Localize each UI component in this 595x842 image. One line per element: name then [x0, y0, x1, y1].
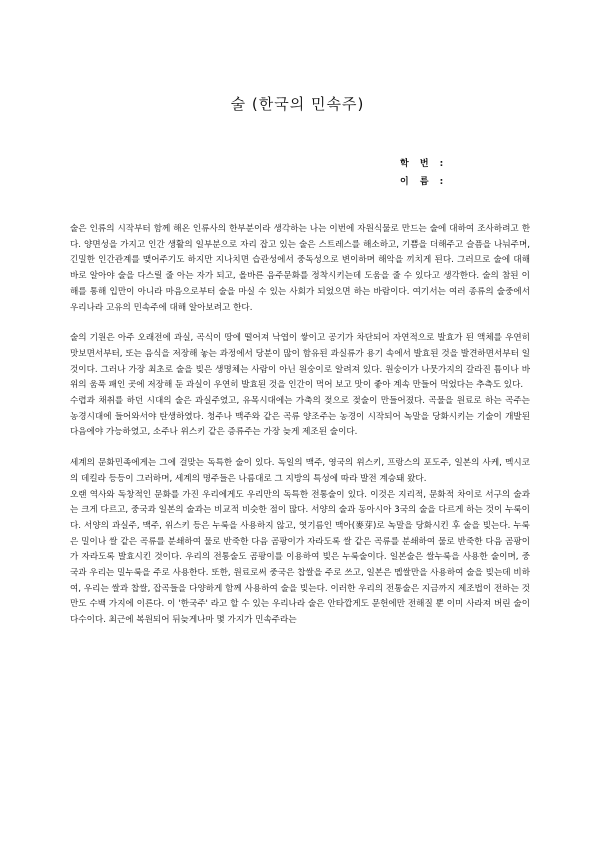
student-id-label: 학 번 :	[400, 159, 448, 169]
document-body	[70, 222, 530, 629]
paragraph-korean-liquor: 오랜 역사와 독창적인 문화를 가진 우리에게도 우리만의 독특한 전통술이 있다. 이것은 지리적, 문화적 차이로 서구의 술과는 크게 다르고, 중국과 일본의 술과는 비교적 비슷한 점이 많다. 서양의 술과 동아시아 3국의 술을 다르게 하는 것이 누룩이다. 서양의 과실주, 맥주, 위스키 등은 누룩을 사용하지 않고, 엿기름인 맥아(麥芽)로 녹말을 당화시킨 후 술을 빚는다. 누룩은 밀이나 쌀 같은 곡류를 분쇄하여 물로 반죽한 다음 곰팡이가 자라도록 쌀 같은 곡류를 분쇄하여 물로 반죽한 다음 곰팡이가 자라도록 발효시킨 것이다. 우리의 전통술도 곰팡이를 이용하여 빚은 누룩술이다. 일본술은 쌀누룩을 사용한 술이며, 중국과 우리는 밀누룩을 주로 사용한다. 또한, 원료로써 중국은 찹쌀을 주로 쓰고, 일본은 멥쌀만을 사용하여 술을 빚는데 비하여, 우리는 쌀과 찹쌀, 잡곡들을 다양하게 함께 사용하여 술을 빚는다. 이러한 우리의 전통술은 지금까지 제조법이 전하는 것만도 수백 가지에 이른다. 이 '한국주' 라고 할 수 있는 우리나라 술은 안타깝게도 문헌에만 전해질 뿐 이미 사라져 버린 술이 다수이다. 최근에 복원되어 뒤늦게나마 몇 가지가 민속주라는	[70, 489, 530, 626]
paragraph-origin: 술의 기원은 아주 오래전에 과실, 곡식이 땅에 떨어져 낙엽이 쌓이고 공기가 차단되어 자연적으로 발효가 된 액체를 우연히 맛보면서부터, 또는 음식을 저장해 놓는 과정에서 당분이 많이 함유된 과실류가 용기 속에서 발효된 것을 발견하면서부터 일 것이다. 그러나 가장 최초로 술을 빚은 생명체는 사람이 아닌 원숭이로 알려져 있다. 원숭이가 나뭇가지의 갈라진 틈이나 바위의 움푹 패인 곳에 저장해 둔 과실이 우연히 발효된 것을 인간이 먹어 보고 맛이 좋아 계속 만들어 먹었다는 추측도 있다.	[70, 333, 530, 391]
student-id-field	[400, 156, 447, 169]
document-title: 술 (한국의 민속주)	[230, 95, 365, 113]
paragraph-intro: 술은 인류의 시작부터 함께 해온 인류사의 한부분이라 생각하는 나는 이번에 자원식물로 만드는 술에 대하여 조사하려고 한다. 양면성을 가지고 인간 생활의 일부분으로 자리 잡고 있는 술은 스트레스를 해소하고, 기쁨을 더해주고 슬픔을 나눠주며, 긴밀한 인간관계를 맺어주기도 하지만 지나치면 습관성에서 중독성으로 변이하며 해악을 끼치게 된다. 그러므로 술에 대해 바로 알아야 술을 다스릴 줄 아는 자가 되고, 올바른 음주문화를 정착시키는데 도움을 줄 수 있다고 생각한다. 술의 참된 이해를 통해 입만이 아니라 마음으로부터 술을 마실 수 있는 사회가 되었으면 하는 바람이다. 여기서는 여러 종류의 술중에서 우리나라 고유의 민속주에 대해 알아보려고 한다.	[70, 224, 530, 313]
name-field	[400, 174, 447, 187]
paragraph-history: 수렵과 채취를 하던 시대의 술은 과실주였고, 유목시대에는 가축의 젖으로 젖술이 만들어졌다. 곡물을 원료로 하는 곡주는 농경시대에 들어와서야 탄생하였다. 청주나 맥주와 같은 곡류 양조주는 농경이 시작되어 녹말을 당화시키는 기술이 개발된 다음에야 가능하였고, 소주나 위스키 같은 증류주는 가장 늦게 제조된 술이다.	[70, 396, 530, 438]
paragraph-world-liquor: 세계의 문화민족에게는 그에 걸맞는 독특한 술이 있다. 독일의 맥주, 영국의 위스키, 프랑스의 포도주, 일본의 사케, 멕시코의 데킬라 등등이 그러하며, 세계의 명주들은 나름대로 그 지방의 특성에 따라 발전 계승돼 왔다.	[70, 458, 530, 484]
name-label: 이 름 :	[400, 177, 448, 187]
